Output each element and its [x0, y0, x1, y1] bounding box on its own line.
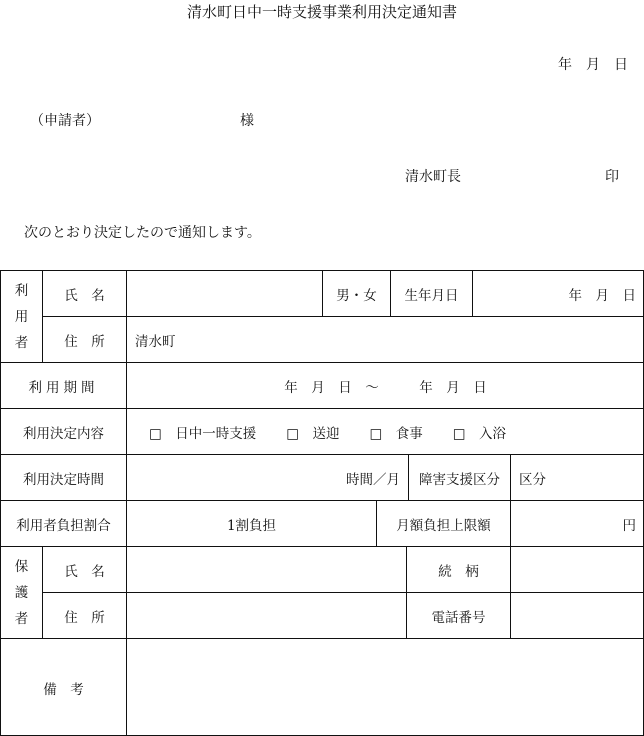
user-address-label: 住 所: [42, 316, 126, 362]
burden-label: 利用者負担割合: [0, 500, 126, 546]
option-transport-checkbox[interactable]: □ 送迎: [286, 425, 340, 442]
guardian-name-label: 氏 名: [42, 546, 126, 592]
guardian-group-label: 保 護 者: [0, 546, 42, 638]
option-bath-checkbox[interactable]: □ 入浴: [452, 425, 507, 442]
period-value[interactable]: 年 月 日 ～ 年 月 日: [126, 362, 644, 408]
birth-date-value[interactable]: 年 月 日: [472, 270, 644, 316]
remarks-value[interactable]: [126, 638, 644, 736]
phone-label: 電話番号: [406, 592, 510, 638]
limit-value[interactable]: 円: [510, 500, 644, 546]
option-meal-checkbox[interactable]: □ 食事: [369, 425, 423, 442]
content-options: [126, 408, 644, 454]
guardian-address-label: 住 所: [42, 592, 126, 638]
time-value[interactable]: 時間／月: [126, 454, 408, 500]
guardian-address-value[interactable]: [126, 592, 406, 638]
disability-value[interactable]: 区分: [510, 454, 644, 500]
seal-mark: 印: [605, 169, 619, 185]
content-label: 利用決定内容: [0, 408, 126, 454]
time-label: 利用決定時間: [0, 454, 126, 500]
birth-date-label: 生年月日: [390, 270, 472, 316]
remarks-label: 備 考: [0, 638, 126, 736]
user-group-label: 利 用 者: [0, 270, 42, 362]
issue-date: 年 月 日: [558, 57, 628, 73]
phone-value[interactable]: [510, 592, 644, 638]
guardian-name-value[interactable]: [126, 546, 406, 592]
disability-label: 障害支援区分: [408, 454, 510, 500]
gender-field[interactable]: 男・女: [322, 270, 390, 316]
user-name-value[interactable]: [126, 270, 322, 316]
applicant-label: （申請者）: [30, 113, 100, 129]
notice-text: 次のとおり決定したので通知します。: [24, 225, 261, 241]
burden-value[interactable]: 1割負担: [126, 500, 376, 546]
relation-label: 続 柄: [406, 546, 510, 592]
applicant-honorific: 様: [240, 113, 254, 129]
document-title: 清水町日中一時支援事業利用決定通知書: [186, 3, 457, 21]
relation-value[interactable]: [510, 546, 644, 592]
option-day-support-checkbox[interactable]: □ 日中一時支援: [149, 425, 257, 442]
user-name-label: 氏 名: [42, 270, 126, 316]
limit-label: 月額負担上限額: [376, 500, 510, 546]
period-label: 利用期間: [0, 362, 126, 408]
mayor-name: 清水町長: [405, 169, 461, 185]
user-address-value[interactable]: 清水町: [126, 316, 644, 362]
